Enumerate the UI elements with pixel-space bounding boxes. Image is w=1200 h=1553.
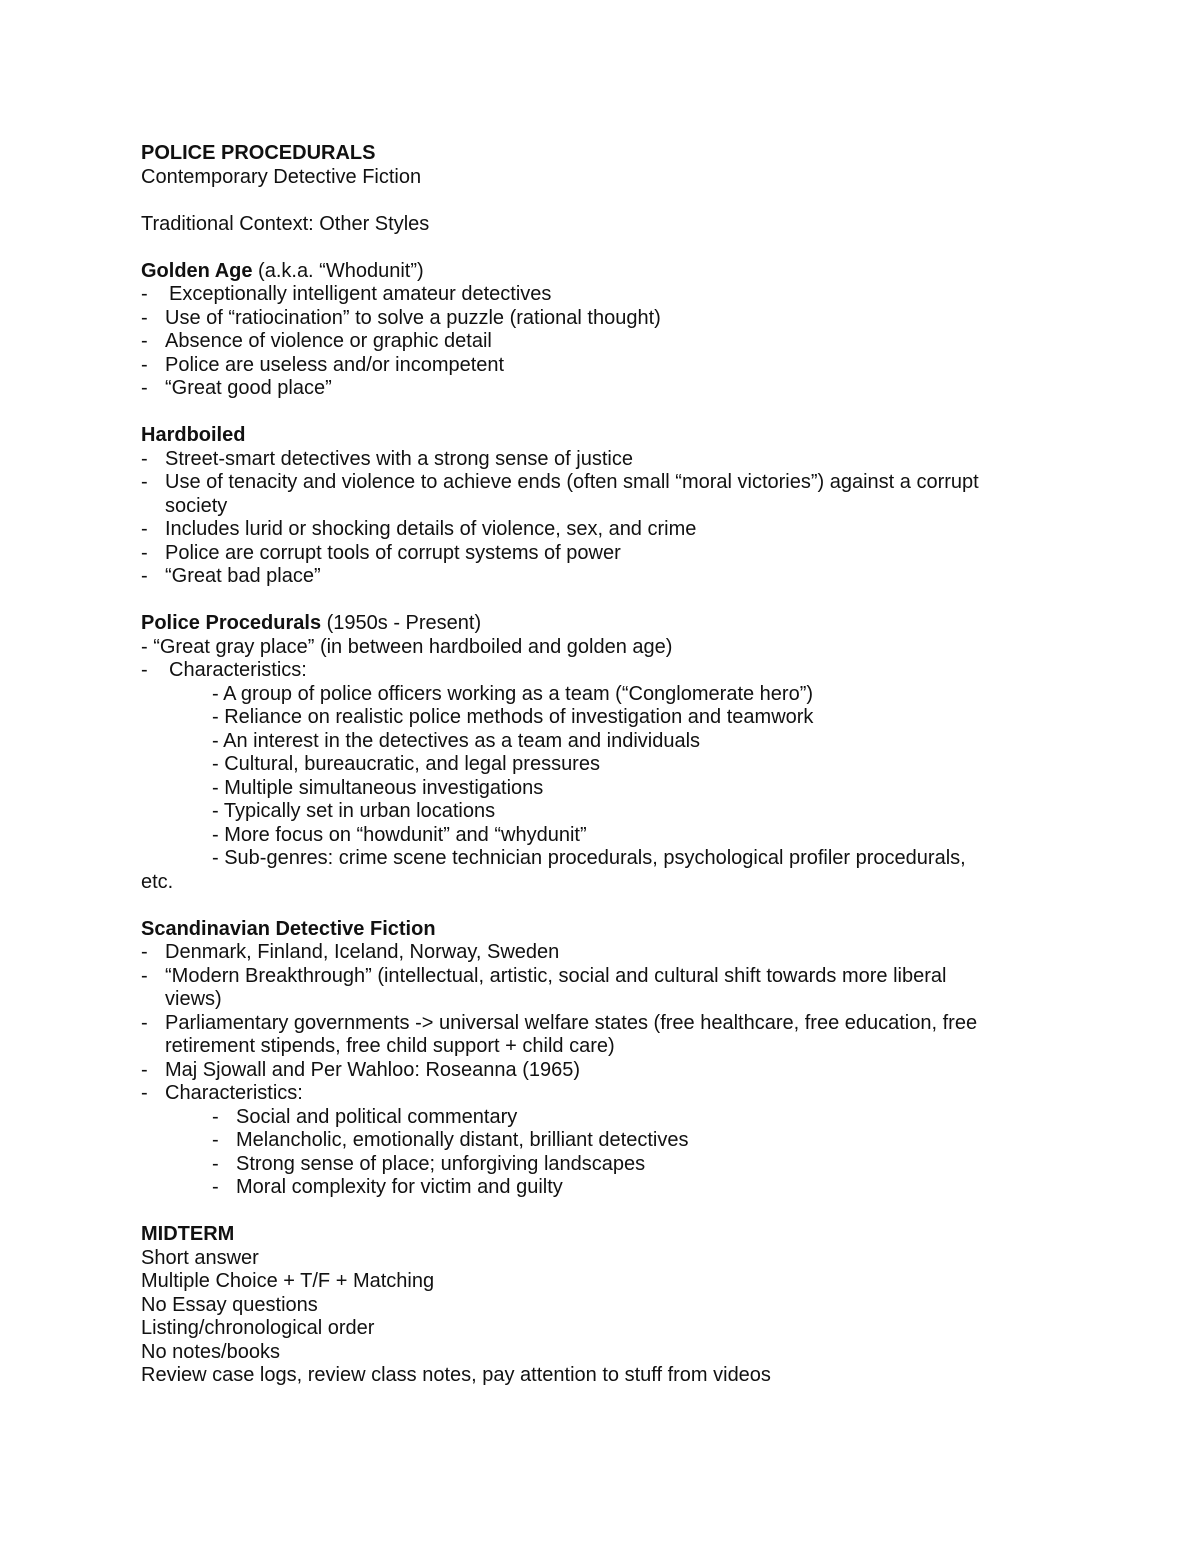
list-item-text: Includes lurid or shocking details of violence, sex, and crime — [165, 518, 697, 540]
sub-list-item: - Sub-genres: crime scene technician procedurals, psychological profiler procedurals, — [212, 847, 966, 869]
hardboiled-heading: Hardboiled — [141, 424, 246, 446]
bullet-dash: - — [141, 283, 148, 305]
list-item-text: “Modern Breakthrough” (intellectual, artistic, social and cultural shift towards more liberal — [165, 964, 947, 987]
scandinavian-heading: Scandinavian Detective Fiction — [141, 917, 436, 940]
list-item-text: Absence of violence or graphic detail — [165, 330, 492, 352]
sub-list-item: - A group of police officers working as a team (“Conglomerate hero”) — [212, 682, 814, 705]
list-item — [141, 518, 1101, 542]
bullet-dash: - — [141, 541, 148, 564]
list-item-text: Use of tenacity and violence to achieve ends (often small “moral victories”) against a corrupt — [165, 471, 979, 493]
list-item — [141, 330, 1101, 354]
golden-age-heading-suffix: (a.k.a. “Whodunit”) — [252, 259, 424, 282]
sub-list-item-text: Moral complexity for victim and guilty — [236, 1176, 563, 1198]
list-item — [141, 448, 1101, 472]
sub-list-item-text: Strong sense of place; unforgiving landscapes — [236, 1152, 646, 1175]
midterm-line: Short answer — [141, 1246, 259, 1269]
list-item-text: “Great bad place” — [165, 565, 321, 587]
bullet-dash: - — [212, 1105, 219, 1128]
bullet-dash: - — [141, 1082, 148, 1104]
sub-list-item: - More focus on “howdunit” and “whydunit” — [212, 823, 587, 846]
procedurals-line: - “Great gray place” (in between hardboiled and golden age) — [141, 635, 673, 658]
list-item-text: Use of “ratiocination” to solve a puzzle (rational thought) — [165, 306, 661, 329]
sub-list-item — [141, 1153, 1101, 1177]
list-item-text: Police are useless and/or incompetent — [165, 353, 505, 376]
list-item — [141, 659, 1101, 683]
police-procedurals-heading-line — [141, 612, 1101, 636]
list-item — [141, 471, 1101, 495]
list-item — [141, 283, 1101, 307]
bullet-dash: - — [212, 1129, 219, 1151]
list-item-text: Parliamentary governments -> universal welfare states (free healthcare, free education, free — [165, 1011, 978, 1034]
bullet-dash: - — [141, 565, 148, 587]
bullet-dash: - — [141, 306, 148, 329]
document-body — [141, 142, 1101, 1388]
sub-list-item: - Multiple simultaneous investigations — [212, 776, 544, 799]
list-item — [141, 941, 1101, 965]
bullet-dash: - — [141, 941, 148, 963]
list-item-continuation: retirement stipends, free child support + child care) — [165, 1035, 615, 1057]
list-item-continuation: views) — [165, 988, 222, 1010]
bullet-dash: - — [212, 1176, 219, 1198]
sub-list-item: - An interest in the detectives as a team and individuals — [212, 729, 701, 752]
bullet-dash: - — [141, 447, 148, 470]
sub-list-item: - Reliance on realistic police methods of investigation and teamwork — [212, 706, 814, 728]
spacer — [141, 189, 1101, 213]
midterm-line: Review case logs, review class notes, pay attention to stuff from videos — [141, 1364, 771, 1386]
list-item-text: Street-smart detectives with a strong sense of justice — [165, 447, 633, 470]
spacer — [141, 236, 1101, 260]
bullet-dash: - — [141, 353, 148, 376]
list-item — [141, 307, 1101, 331]
bullet-dash: - — [141, 471, 148, 493]
list-item-text: Maj Sjowall and Per Wahloo: Roseanna (1965) — [165, 1058, 581, 1081]
list-item — [141, 1012, 1101, 1036]
midterm-line: Listing/chronological order — [141, 1317, 375, 1339]
golden-age-heading-line — [141, 260, 1101, 284]
bullet-dash: - — [141, 330, 148, 352]
bullet-dash: - — [141, 1011, 148, 1034]
list-item — [141, 354, 1101, 378]
spacer — [141, 589, 1101, 613]
sub-list-continuation: etc. — [141, 870, 174, 893]
police-procedurals-heading: Police Procedurals — [141, 612, 322, 634]
sub-list-item: - Cultural, bureaucratic, and legal pressures — [212, 753, 600, 775]
spacer — [141, 401, 1101, 425]
context-heading: Traditional Context: Other Styles — [141, 212, 430, 235]
list-item — [141, 565, 1101, 589]
sub-list-item-text: Melancholic, emotionally distant, brilliant detectives — [236, 1129, 689, 1151]
sub-list-item: - Typically set in urban locations — [212, 800, 496, 822]
midterm-line: No notes/books — [141, 1340, 280, 1363]
list-item — [141, 542, 1101, 566]
police-procedurals-heading-suffix: (1950s - Present) — [321, 612, 482, 634]
midterm-line: No Essay questions — [141, 1293, 318, 1316]
list-item — [141, 965, 1101, 989]
list-item-text: Police are corrupt tools of corrupt systems of power — [165, 541, 621, 564]
list-item — [141, 377, 1101, 401]
bullet-dash: - — [141, 518, 148, 540]
list-item-text: Characteristics: — [169, 659, 307, 681]
sub-list-item-text: Social and political commentary — [236, 1105, 518, 1128]
list-item — [141, 1059, 1101, 1083]
bullet-dash: - — [141, 1058, 148, 1081]
sub-list-item — [141, 1129, 1101, 1153]
sub-list-item — [141, 1106, 1101, 1130]
midterm-heading: MIDTERM — [141, 1223, 235, 1245]
list-item-text: “Great good place” — [165, 377, 332, 399]
golden-age-heading: Golden Age — [141, 259, 253, 282]
bullet-dash: - — [141, 377, 148, 399]
page-subtitle: Contemporary Detective Fiction — [141, 165, 422, 188]
bullet-dash: - — [212, 1152, 219, 1175]
spacer — [141, 1200, 1101, 1224]
sub-list-item — [141, 1176, 1101, 1200]
list-item-continuation: society — [165, 494, 228, 517]
page-title: POLICE PROCEDURALS — [141, 142, 376, 164]
list-item-text: Denmark, Finland, Iceland, Norway, Sweden — [165, 941, 560, 963]
spacer — [141, 894, 1101, 918]
list-item-text: Exceptionally intelligent amateur detectives — [169, 283, 552, 305]
midterm-line: Multiple Choice + T/F + Matching — [141, 1270, 435, 1292]
list-item — [141, 1082, 1101, 1106]
bullet-dash: - — [141, 964, 148, 987]
bullet-dash: - — [141, 659, 148, 681]
list-item-text: Characteristics: — [165, 1082, 303, 1104]
